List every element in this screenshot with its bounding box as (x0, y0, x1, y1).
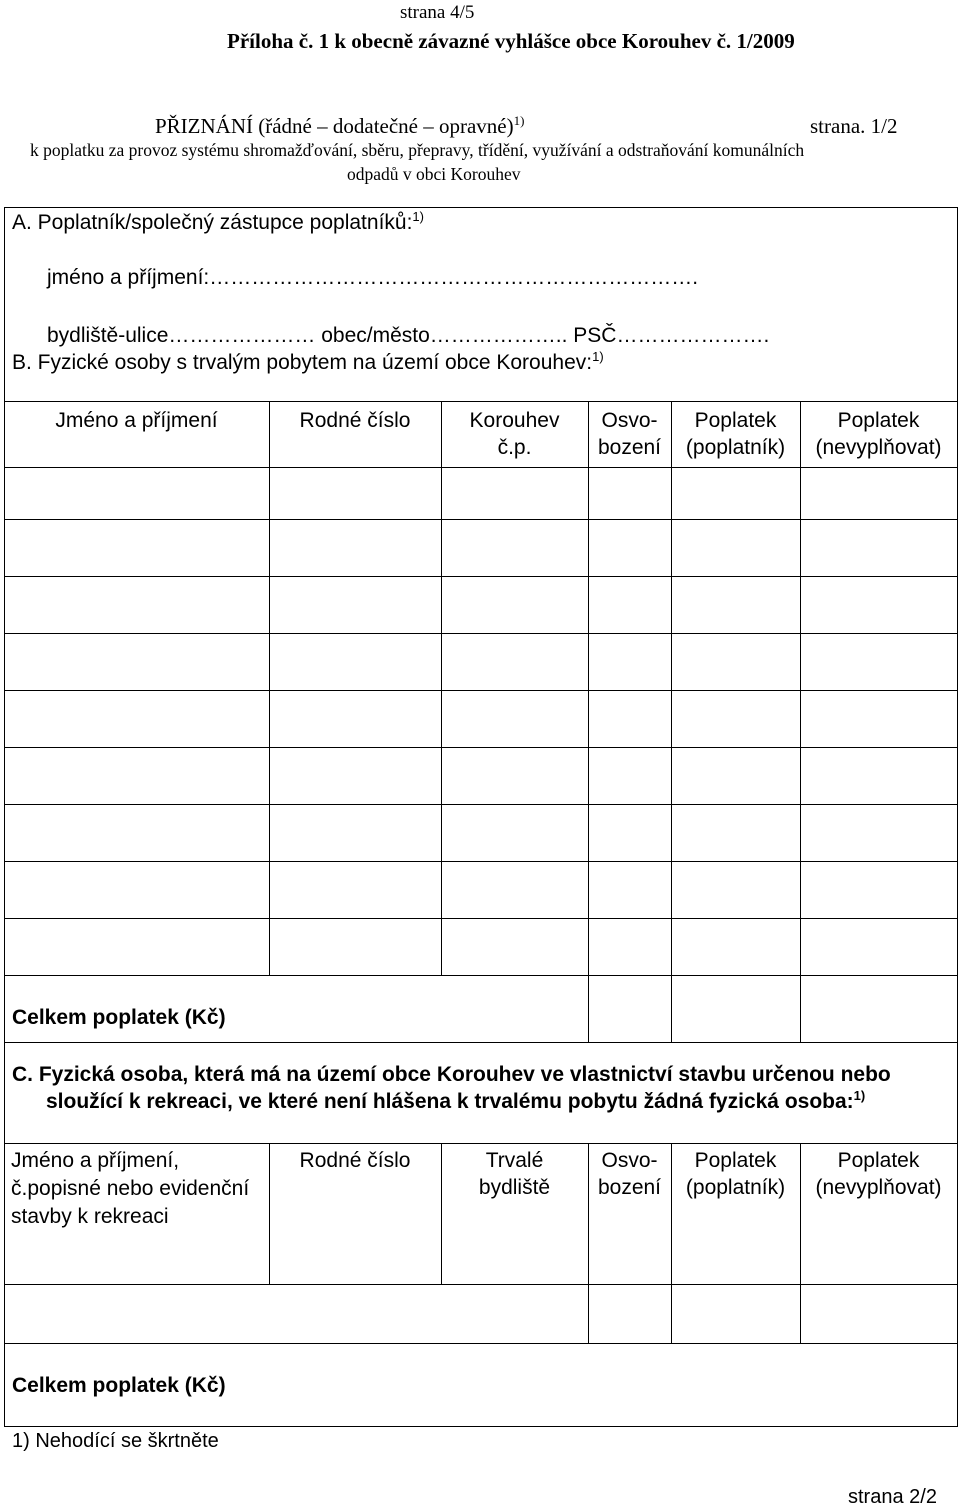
section-c-title-line2: sloužící k rekreaci, ve které není hlášena k trvalému pobytu žádná fyzická osoba:$^{1)}$ (46, 1088, 866, 1113)
col-b-house-number: Korouhev č.p. (469, 409, 560, 459)
col-c-fee-payer: Poplatek (poplatník) (685, 1149, 786, 1199)
col-b-exemption: Osvo- bození (597, 409, 662, 459)
section-b-title: B. Fyzické osoby s trvalým pobytem na území obce Korouhev:$^{1)}$ (12, 349, 604, 374)
section-a-title: A. Poplatník/společný zástupce poplatníků:$^{1)}$ (12, 209, 424, 234)
col-c-residence: Trvalé bydliště (478, 1149, 551, 1199)
taxpayer-address-field[interactable]: bydliště-ulice………………… obec/město……………….. PSČ…………………. (47, 324, 770, 347)
footnote: 1) Nehodící se škrtněte (12, 1430, 219, 1452)
col-b-fee-office: Poplatek (nevyplňovat) (815, 409, 942, 459)
section-c-title-line1: C. Fyzická osoba, která má na území obce Korouhev ve vlastnictví stavbu určenou nebo (12, 1063, 891, 1086)
col-c-exemption: Osvo- bození (597, 1149, 662, 1199)
section-b-total-label: Celkem poplatek (Kč) (12, 1006, 226, 1029)
col-c-fee-office: Poplatek (nevyplňovat) (815, 1149, 942, 1199)
page-number-bottom: strana 2/2 (848, 1486, 937, 1508)
declaration-subtitle-line1: k poplatku za provoz systému shromažďování, sběru, přepravy, třídění, využívání a odstraňování komunálních (30, 140, 805, 160)
section-c-total-label: Celkem poplatek (Kč) (12, 1374, 226, 1397)
annex-title: Příloha č. 1 k obecně závazné vyhlášce obce Korouhev č. 1/2009 (227, 29, 795, 53)
declaration-subtitle-line2: odpadů v obci Korouhev (347, 164, 521, 184)
col-c-name-building: Jméno a příjmení, č.popisné nebo evidenční stavby k rekreaci (11, 1149, 250, 1228)
declaration-page-indicator: strana. 1/2 (810, 114, 898, 138)
taxpayer-name-field[interactable]: jméno a příjmení:……………………………………………………………. (47, 266, 699, 289)
col-b-fee-payer: Poplatek (poplatník) (685, 409, 786, 459)
declaration-title: PŘIZNÁNÍ (řádné – dodatečné – opravné)$^{1)}$ (155, 113, 525, 138)
col-b-name: Jméno a příjmení (55, 409, 218, 432)
col-b-birth-number: Rodné číslo (299, 409, 411, 432)
col-c-birth-number: Rodné číslo (299, 1149, 411, 1172)
page-number-top: strana 4/5 (400, 2, 475, 23)
